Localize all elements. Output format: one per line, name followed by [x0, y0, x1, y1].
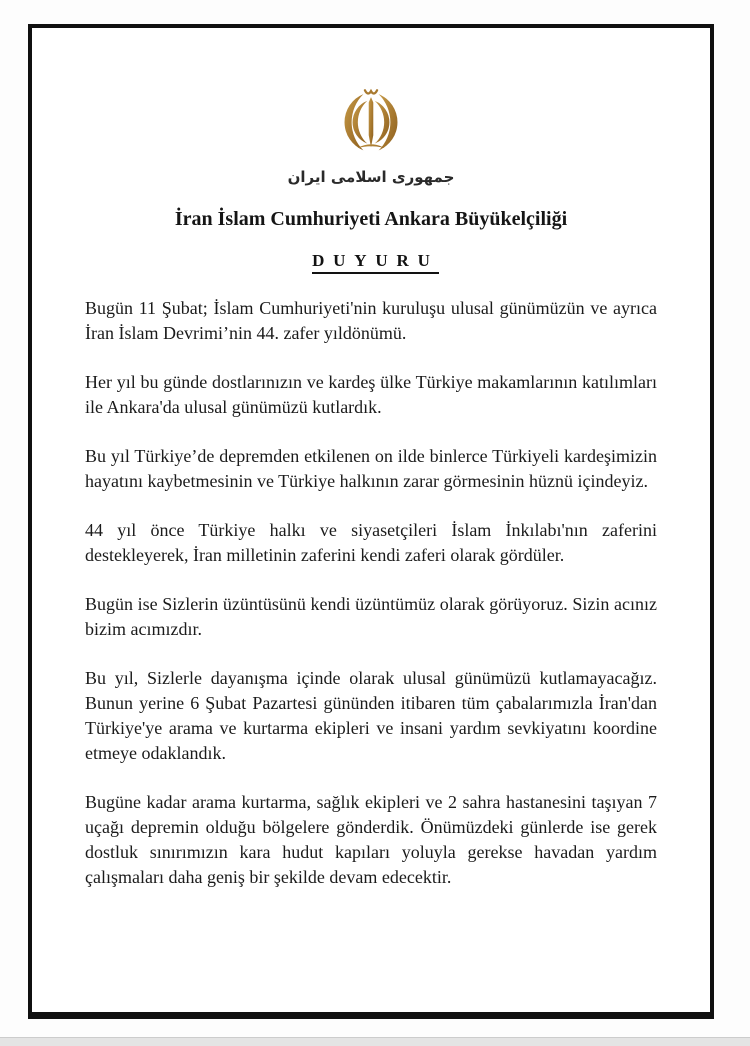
iran-emblem-icon: [332, 88, 410, 158]
announcement-body: [85, 296, 657, 890]
document-border-frame: [28, 24, 714, 1019]
page-edge-strip: [0, 1037, 750, 1046]
paragraph-2: Her yıl bu günde dostlarınızın ve kardeş ülke Türkiye makamlarının katılımları ile Ankara'da ulusal günümüzü kutlardık.: [85, 372, 657, 417]
paragraph-1: Bugün 11 Şubat; İslam Cumhuriyeti'nin kuruluşu ulusal günümüzün ve ayrıca İran İslam Devrimi’nin 44. zafer yıldönümü.: [85, 298, 657, 343]
embassy-title: İran İslam Cumhuriyeti Ankara Büyükelçiliği: [174, 208, 568, 230]
paragraph-3: Bu yıl Türkiye’de depremden etkilenen on ilde binlerce Türkiyeli kardeşimizin hayatını kaybetmesinin ve Türkiye halkının zarar görmesinin hüznü içindeyiz.: [85, 446, 657, 491]
announcement-heading-row: [85, 251, 657, 274]
paragraph-5: Bugün ise Sizlerin üzüntüsünü kendi üzüntümüz olarak görüyoruz. Sizin acınız bizim acımızdır.: [85, 594, 657, 639]
paragraph-7: Bugüne kadar arama kurtarma, sağlık ekipleri ve 2 sahra hastanesini taşıyan 7 uçağı depremin olduğu bölgelere gönderdik. Önümüzdeki günlerde ise gerek dostluk sınırımızın kara hudut kapıları yoluyla gerekse havadan yardım çalışmaları daha geniş bir şekilde devam edecektir.: [85, 792, 657, 887]
paragraph-4: 44 yıl önce Türkiye halkı ve siyasetçileri İslam İnkılabı'nın zaferini destekleyerek, İran milletinin zaferini kendi zaferi olarak gördüler.: [85, 520, 657, 565]
announcement-heading: DUYURU: [312, 251, 439, 274]
persian-country-name: جمهوری اسلامی ایران: [287, 168, 455, 186]
paragraph-6: Bu yıl, Sizlerle dayanışma içinde olarak ulusal günümüzü kutlamayacağız. Bunun yerine 6 Şubat Pazartesi gününden itibaren tüm çabalarımızla İran'dan Türkiye'ye arama ve kurtarma ekipleri ve insani yardım sevkiyatını koordine etmeye odaklandık.: [85, 668, 657, 763]
